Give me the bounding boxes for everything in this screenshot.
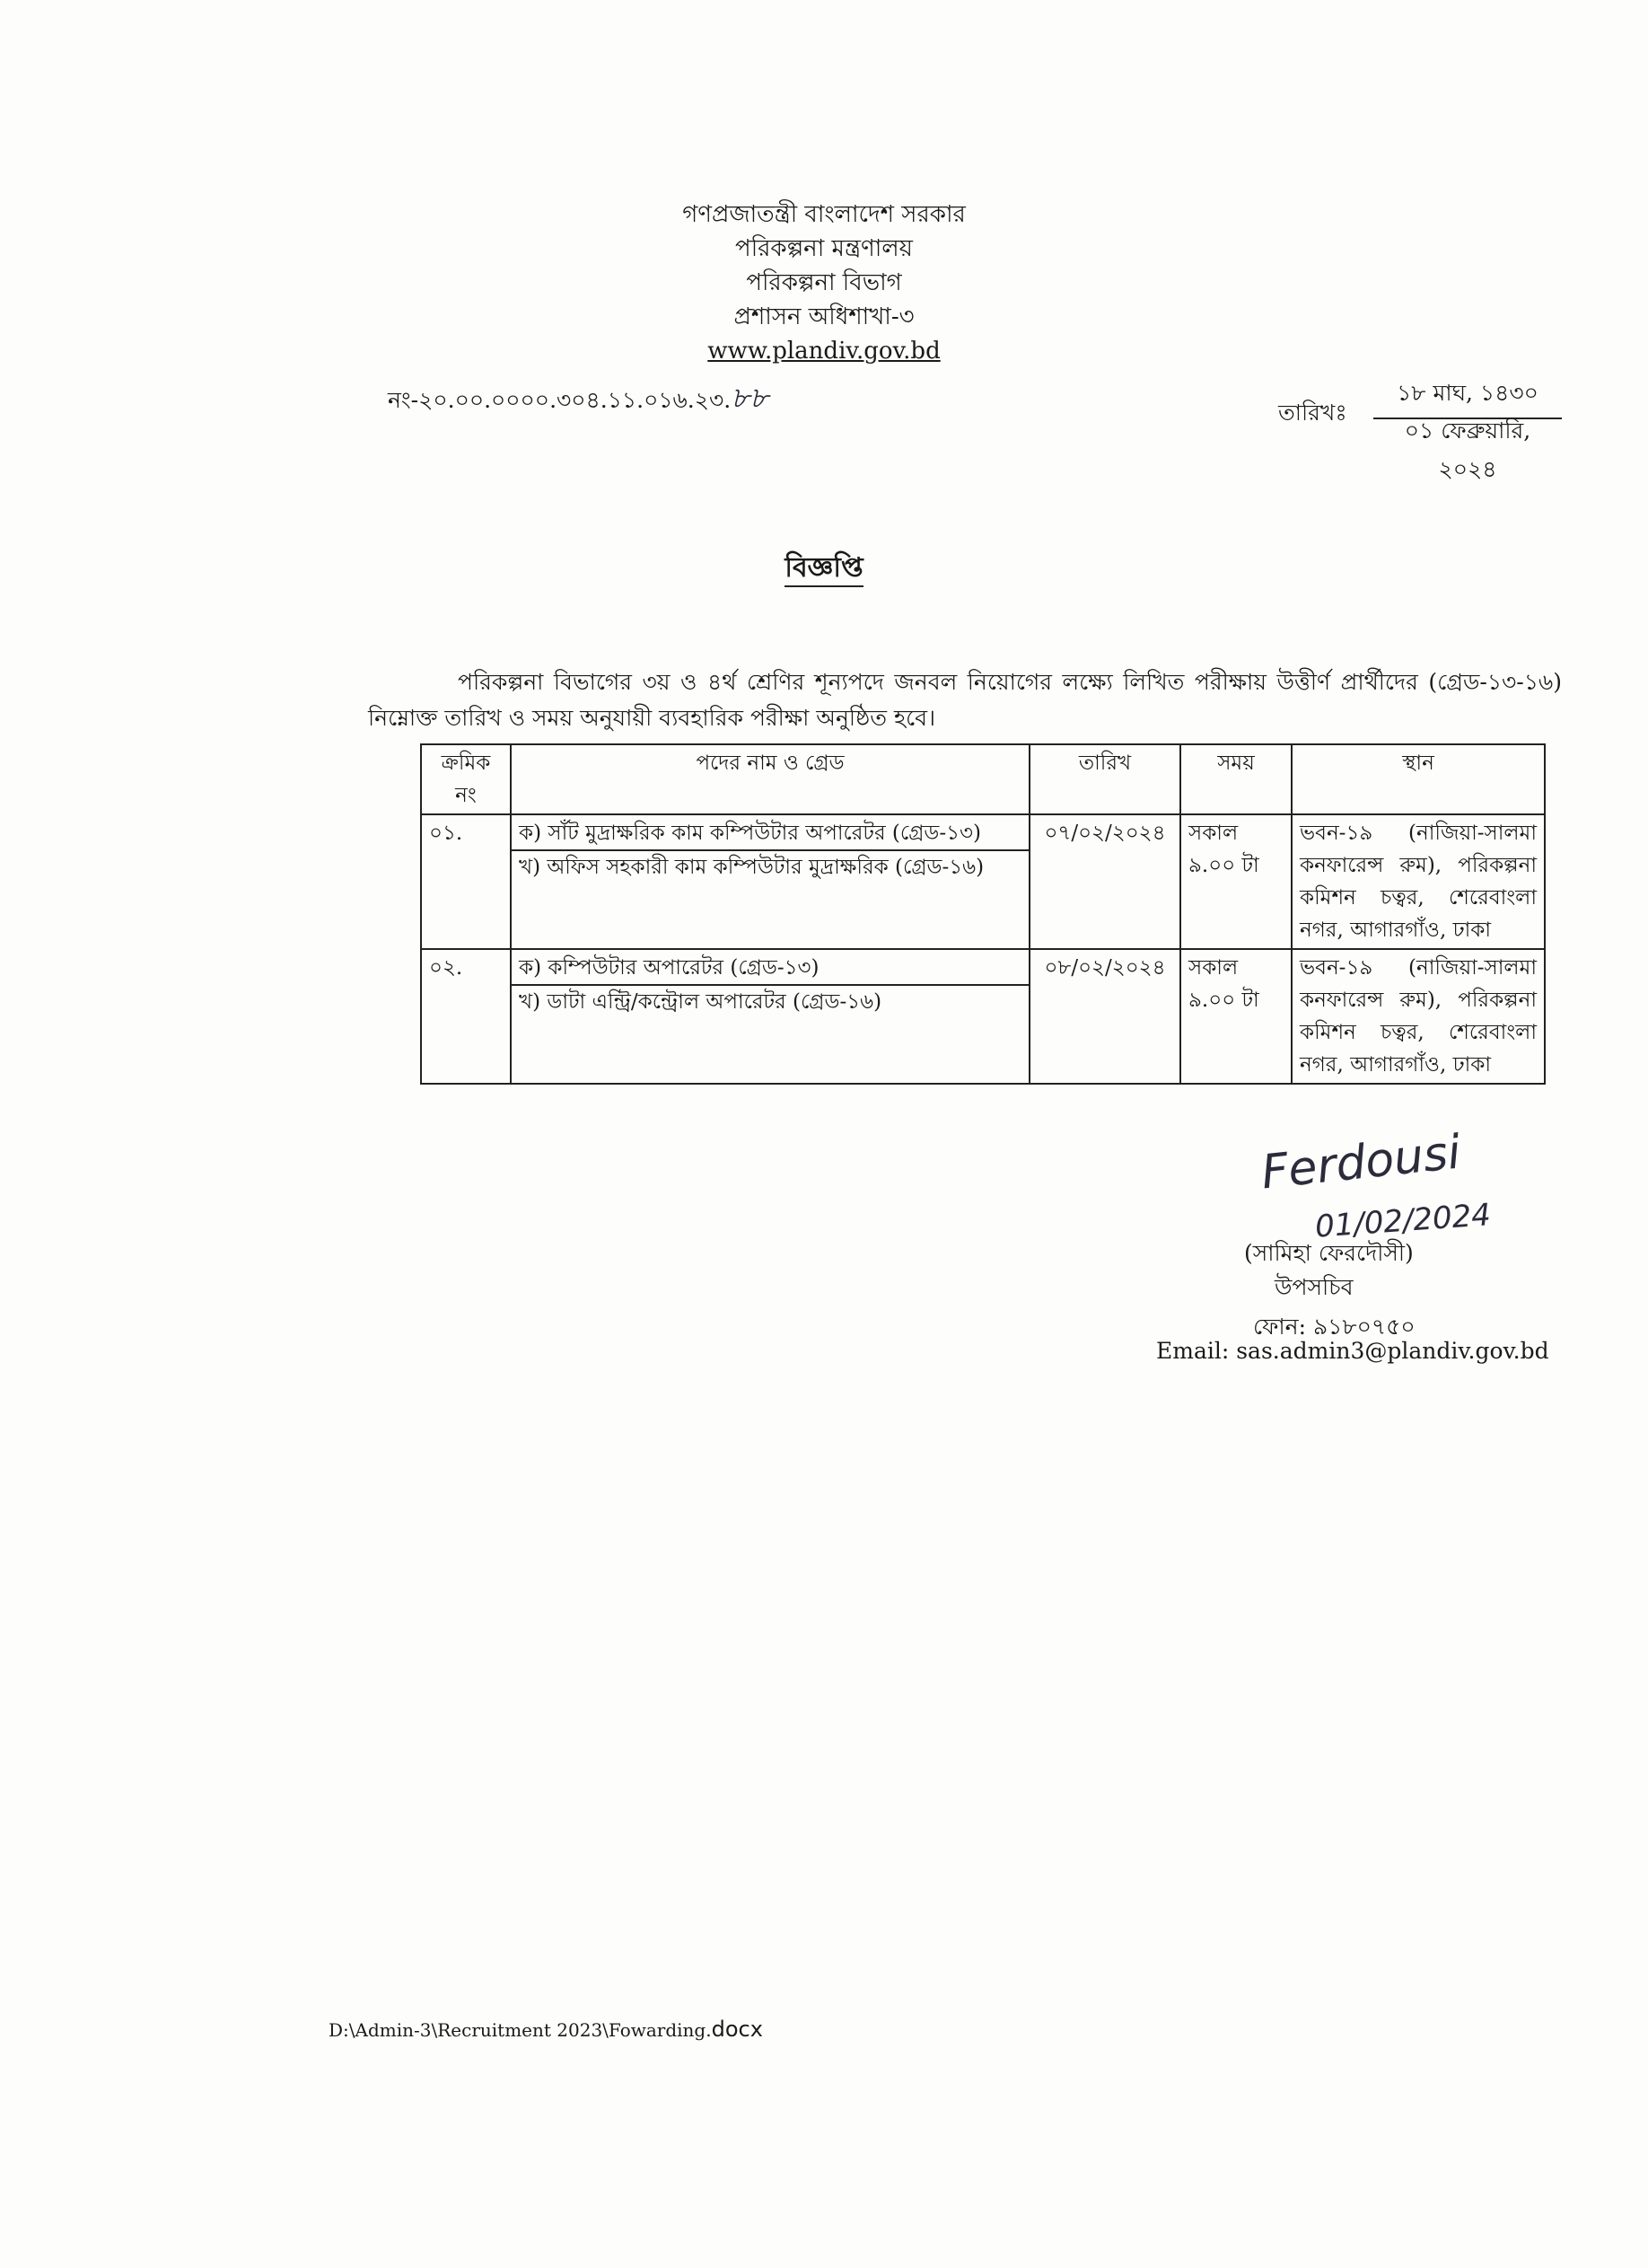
date-english: ০১ ফেব্রুয়ারি, ২০২৪ <box>1404 418 1531 482</box>
header-venue: স্থান <box>1292 744 1545 814</box>
header-post: পদের নাম ও গ্রেড <box>511 744 1030 814</box>
signatory-name: (সামিহা ফেরদৌসী) <box>1244 1240 1414 1266</box>
header-date: তারিখ <box>1030 744 1180 814</box>
file-path-text: D:\Admin-3\Recruitment 2023\Fowarding. <box>329 2019 712 2041</box>
header-website-link[interactable]: www.plandiv.gov.bd <box>707 338 941 365</box>
row-posts <box>511 949 1030 1084</box>
post-item: ক) সাঁট মুদ্রাক্ষরিক কাম কম্পিউটার অপারেটর (গ্রেড-১৩) <box>512 817 1029 851</box>
notice-title-text: বিজ্ঞপ্তি <box>785 552 863 587</box>
row-venue: ভবন-১৯ (নাজিয়া-সালমা কনফারেন্স রুম), পরিকল্পনা কমিশন চত্বর, শেরেবাংলা নগর, আগারগাঁও, ঢাকা <box>1292 949 1545 1084</box>
reference-number <box>388 375 768 424</box>
signatory-phone: ফোন: ৯১৮০৭৫০ <box>1253 1314 1416 1340</box>
notice-title <box>0 546 1648 592</box>
file-extension: docx <box>711 2017 763 2042</box>
row-time: সকাল ৯.০০ টা <box>1180 949 1292 1084</box>
date-bangla: ১৮ মাঘ, ১৪৩০ <box>1373 375 1562 419</box>
date-label: তারিখঃ <box>1278 400 1347 426</box>
table-row <box>421 814 1545 949</box>
header-time: সময় <box>1180 744 1292 814</box>
header-serial: ক্রমিক নং <box>421 744 511 814</box>
post-item: খ) ডাটা এন্ট্রি/কন্ট্রোল অপারেটর (গ্রেড-১৬) <box>519 990 882 1014</box>
signatory-designation: উপসচিব <box>1275 1274 1354 1300</box>
signature-handwritten: Ferdousi <box>1258 1125 1464 1200</box>
signatory-email[interactable]: Email: sas.admin3@plandiv.gov.bd <box>1156 1338 1549 1364</box>
footer-file-path <box>329 2017 763 2042</box>
row-serial: ০২. <box>421 949 511 1084</box>
schedule-table <box>420 743 1546 1085</box>
table-header-row <box>421 744 1545 814</box>
row-serial: ০১. <box>421 814 511 949</box>
header-wing: প্রশাসন অধিশাখা-৩ <box>733 303 915 330</box>
row-date: ০৭/০২/২০২৪ <box>1030 814 1180 949</box>
row-date: ০৮/০২/২০২৪ <box>1030 949 1180 1084</box>
row-time: সকাল ৯.০০ টা <box>1180 814 1292 949</box>
row-posts <box>511 814 1030 949</box>
header-ministry: পরিকল্পনা মন্ত্রণালয় <box>735 235 913 262</box>
post-item: ক) কম্পিউটার অপারেটর (গ্রেড-১৩) <box>512 952 1029 986</box>
header-division: পরিকল্পনা বিভাগ <box>746 269 902 296</box>
notice-body: পরিকল্পনা বিভাগের ৩য় ও ৪র্থ শ্রেণির শূন্যপদে জনবল নিয়োগের লক্ষ্যে লিখিত পরীক্ষায় উত্তীর্ণ প্রার্থীদের (গ্রেড-১৩-১৬) নিম্নোক্ত তারিখ ও সময় অনুযায়ী ব্যবহারিক পরীক্ষা অনুষ্ঠিত হবে। <box>368 669 1562 731</box>
row-venue: ভবন-১৯ (নাজিয়া-সালমা কনফারেন্স রুম), পরিকল্পনা কমিশন চত্বর, শেরেবাংলা নগর, আগারগাঁও, ঢাকা <box>1292 814 1545 949</box>
post-item: খ) অফিস সহকারী কাম কম্পিউটার মুদ্রাক্ষরিক (গ্রেড-১৬) <box>519 856 985 879</box>
header-government: গণপ্রজাতন্ত্রী বাংলাদেশ সরকার <box>682 201 966 228</box>
reference-handwritten-suffix: ৮৮ <box>731 381 768 415</box>
table-row <box>421 949 1545 1084</box>
signature-date-handwritten: 01/02/2024 <box>1313 1197 1493 1245</box>
reference-number-text: নং-২০.০০.০০০০.৩০৪.১১.০১৬.২৩. <box>388 387 732 413</box>
